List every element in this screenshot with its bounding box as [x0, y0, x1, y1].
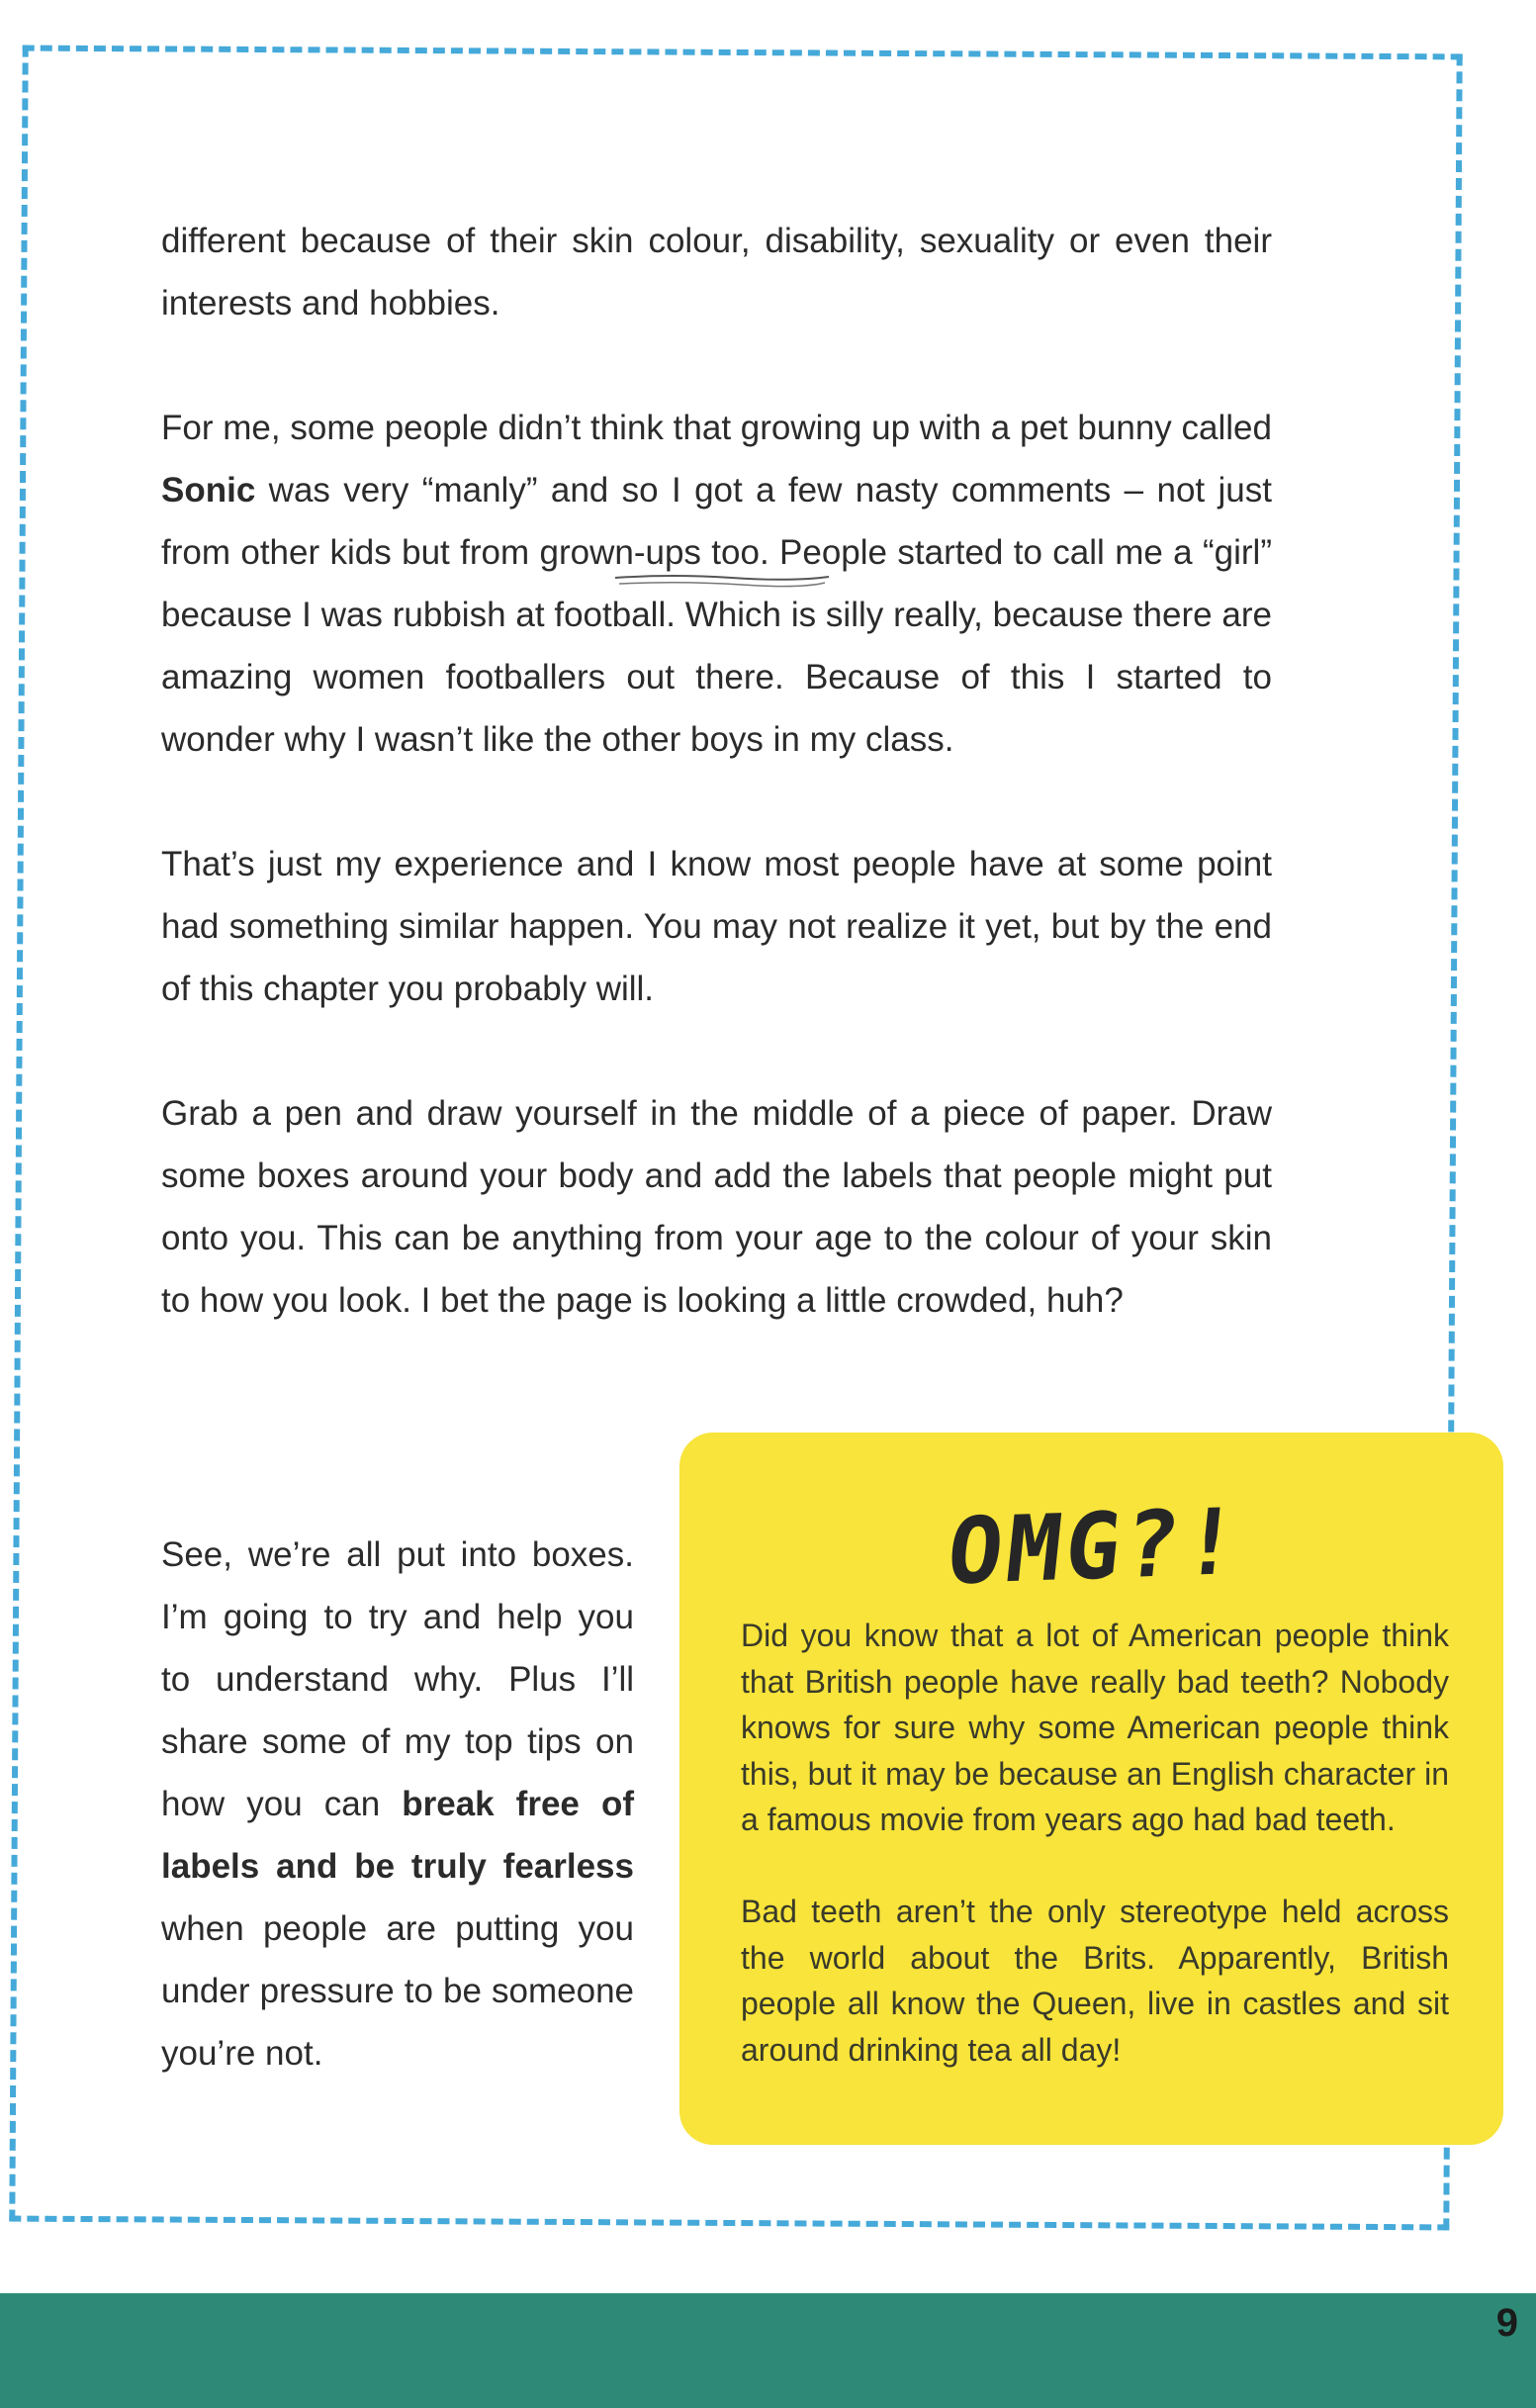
boxes-paragraph-start: See, we’re all put into boxes. I’m going to try and help you to understand why. Plus I’ll share some of my top tips on how you can — [161, 1535, 634, 1823]
omg-fact-box — [679, 1433, 1503, 2145]
paragraph-1: different because of their skin colour, disability, sexuality or even their interests and hobbies. — [161, 222, 1272, 323]
paragraph-4: Grab a pen and draw yourself in the middle of a piece of paper. Draw some boxes around your body and add the labels that people might put onto you. This can be anything from your age to the colour of your skin to how you look. I bet the page is looking a little crowded, huh? — [161, 1094, 1272, 1320]
footer-band — [0, 2293, 1536, 2408]
boxes-paragraph-end: when people are putting you under pressure to be someone you’re not. — [161, 1909, 634, 2073]
paragraph-2-end: was very “manly” and so I got a few nasty comments – not just from other kids but from grown-ups too. People started to call me a “girl” because I was rubbish at football. Which is silly really, because there are amazing women footballers out there. Because of this I started to wonder why I wasn’t like the other boys in my class. — [161, 471, 1272, 759]
omg-title: OMG?! — [943, 1488, 1248, 1606]
paragraph-3: That’s just my experience and I know most people have at some point had something similar happen. You may not realize it yet, but by the end of this chapter you probably will. — [161, 845, 1272, 1008]
page-number: 9 — [1495, 2301, 1518, 2345]
paragraph-2-start: For me, some people didn’t think that growing up with a pet bunny called — [161, 409, 1272, 447]
omg-fact-2: Bad teeth aren’t the only stereotype held across the world about the Brits. Apparently, British people all know the Queen, live in castles and sit around drinking tea all day! — [741, 1894, 1449, 2068]
fearless-highlight: break free of labels and be truly fearless — [161, 1785, 634, 1886]
pen-scribble-underline — [613, 572, 831, 592]
main-text-column — [161, 210, 1272, 1394]
boxes-paragraph — [161, 1524, 634, 2084]
bunny-name: Sonic — [161, 471, 256, 509]
omg-fact-1: Did you know that a lot of American people think that British people have really bad teeth? Nobody knows for sure why some American people think this, but it may be because an English character in a famous movie from years ago had bad teeth. — [741, 1618, 1449, 1837]
